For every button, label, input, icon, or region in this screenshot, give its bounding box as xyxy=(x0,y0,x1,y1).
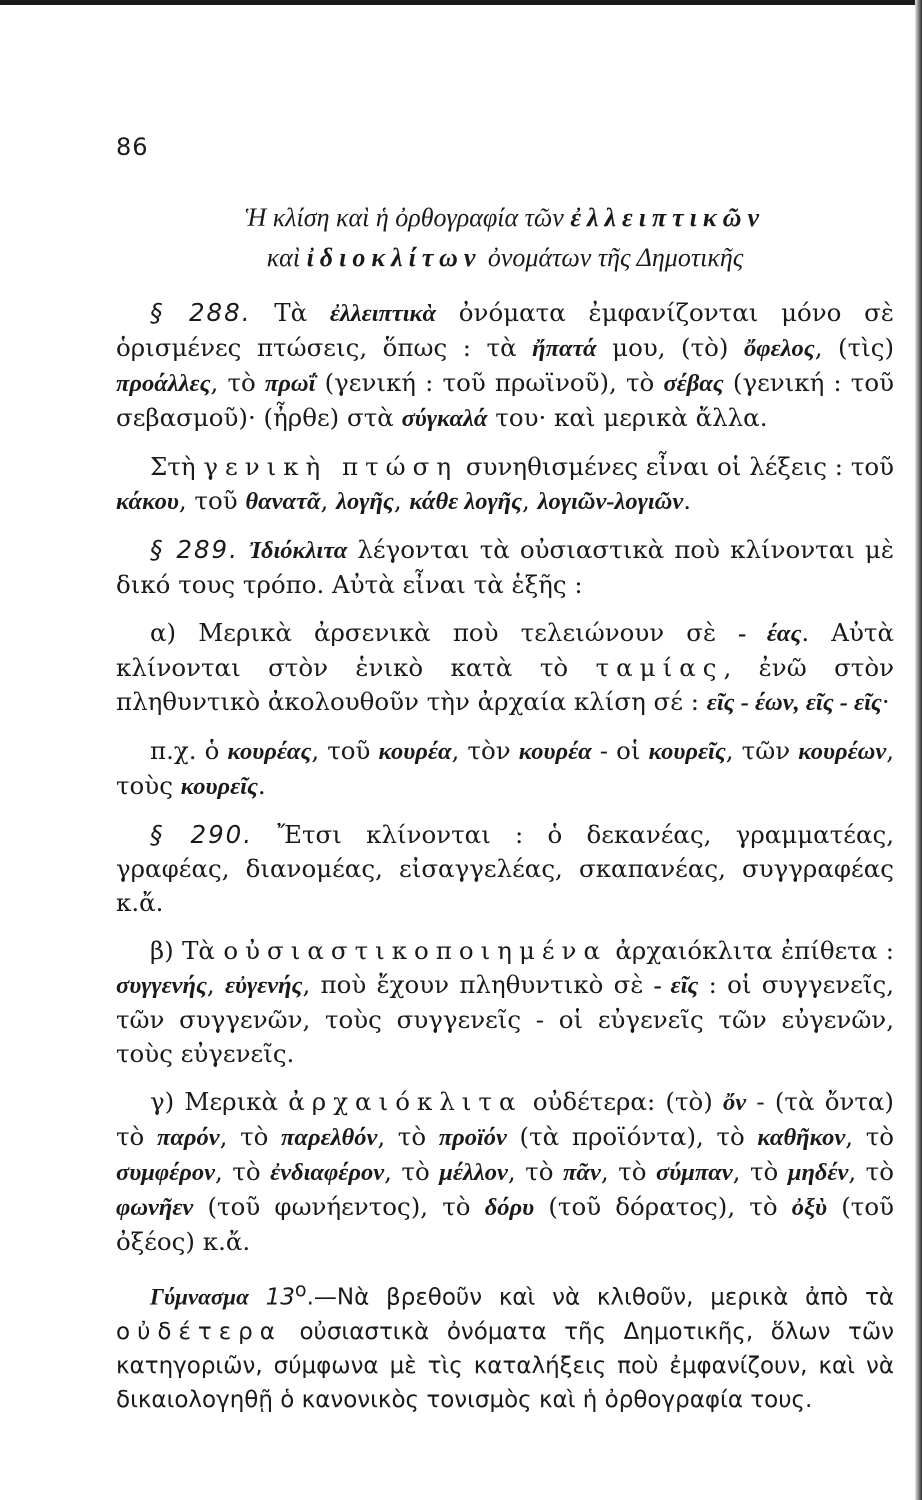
emphasized-word: ἤπατά xyxy=(532,335,597,362)
text-run: Τὰ xyxy=(251,298,330,327)
text-run: (τοῦ δόρατος), τὸ xyxy=(534,1192,792,1221)
emphasized-word: κάκου xyxy=(116,488,179,515)
emphasized-word: ὄν xyxy=(723,1089,747,1116)
heading-line-1-a: Ἡ κλίση καὶ ἡ ὀρθογραφία τῶν xyxy=(244,203,564,232)
text-run: .—Νὰ βρεθοῦν καὶ νὰ κλιθοῦν, μερικὰ ἀπὸ τὰ xyxy=(306,1284,895,1311)
text-run: , ἐνῶ στὸν πληθυντικὸ ἀκολουθοῦν τὴν ἀρχαία κλίση σέ : xyxy=(116,653,894,716)
heading-term-idiokleita: ἰδιοκλίτων xyxy=(306,243,482,272)
emphasized-word: - εῖς xyxy=(653,972,699,999)
section-number-288: § 288. xyxy=(150,298,252,327)
paragraph-288-genitive xyxy=(116,450,894,519)
emphasized-word: πρωΐ xyxy=(264,370,316,397)
emphasized-word: παρελθόν xyxy=(281,1124,378,1151)
text-run: . xyxy=(257,771,266,800)
emphasized-word: λογῆς xyxy=(336,488,394,515)
emphasized-word: κουρεῖς xyxy=(180,773,258,800)
text-run: , τὸ xyxy=(210,368,265,397)
text-run: · xyxy=(881,687,890,716)
text-run: , τὸ xyxy=(214,1157,271,1186)
text-run: : οἱ συγγενεῖς, τῶν συγγενῶν, τοὺς συγγενεῖς - οἱ εὐγενεῖς τῶν εὐγενῶν, τοὺς εὐγενεῖς. xyxy=(116,970,894,1068)
text-run: , xyxy=(393,486,410,515)
text-run: , xyxy=(522,486,538,515)
text-run: λέγονται τὰ οὐσιαστικὰ ποὺ κλίνονται μὲ δικό τους τρόπο. Αὐτὰ εἶναι τὰ ἑξῆς : xyxy=(116,535,894,599)
emphasized-word: - έας xyxy=(738,620,802,647)
emphasized-word: ὄφελος xyxy=(744,335,815,362)
text-run: , τὸ xyxy=(600,1157,656,1186)
heading-line-1 xyxy=(116,198,894,238)
text-run: , τοῦ xyxy=(311,736,379,765)
heading-line-2-c: ὀνομάτων τῆς Δημοτικῆς xyxy=(487,243,744,272)
heading-term-elleiptika: ἐλλειπτικῶν xyxy=(570,203,766,232)
text-run: ὀνόματα ἐμφανίζονται μόνο σὲ ὁρισμένες πτώσεις, ὅπως : τὰ xyxy=(116,298,894,362)
text-run: (τὰ προϊόντα), τὸ xyxy=(506,1122,758,1151)
emphasized-word: φωνῆεν xyxy=(116,1194,194,1221)
spaced-word: οὐσιαστικοποιημένα xyxy=(223,936,608,965)
text-run: του· καὶ μερικὰ ἄλλα. xyxy=(487,403,768,432)
emphasized-word: προάλλες xyxy=(116,370,211,397)
paragraph-290 xyxy=(116,818,894,920)
emphasized-word: κουρέας xyxy=(227,738,312,765)
text-run: . xyxy=(683,486,692,515)
exercise-number: 13 xyxy=(265,1284,295,1311)
text-run: Στὴ xyxy=(150,452,204,481)
paragraph-290-b xyxy=(116,934,894,1071)
emphasized-word: κουρέων xyxy=(798,738,887,765)
emphasized-word: κουρέα xyxy=(378,738,452,765)
paragraph-289 xyxy=(116,533,894,602)
text-run: οὐδέτερα: (τὸ) xyxy=(522,1087,724,1116)
emphasized-word: ἐλλειπτικὰ xyxy=(329,300,437,327)
text-run: , τὸν xyxy=(451,736,519,765)
emphasized-word: καθῆκον xyxy=(757,1124,846,1151)
spaced-word: ταμίας xyxy=(595,653,724,682)
emphasized-word: εὐγενής xyxy=(224,972,303,999)
text-run: , τῶν xyxy=(725,736,799,765)
emphasized-word: θανατᾶ xyxy=(245,488,321,515)
emphasized-word: σέβας xyxy=(663,370,724,397)
emphasized-word: παρόν xyxy=(156,1124,220,1151)
emphasized-word: εῖς - έων, εῖς - εῖς xyxy=(706,689,882,716)
text-run: , xyxy=(320,486,337,515)
heading-line-2 xyxy=(116,238,894,278)
text-run: , τὸ xyxy=(507,1157,564,1186)
scan-edge-right xyxy=(915,0,922,1500)
paragraph-289-a-example xyxy=(116,734,894,804)
page-number: 86 xyxy=(116,133,149,161)
emphasized-word: μέλλον xyxy=(439,1159,508,1186)
text-run: , τὸ xyxy=(848,1157,894,1186)
emphasized-word: κουρεῖς xyxy=(648,738,726,765)
paragraph-289-a xyxy=(116,616,894,720)
exercise-paragraph xyxy=(116,1273,894,1417)
text-run: (γενική : τοῦ πρωϊνοῦ), τὸ xyxy=(315,368,664,397)
text-run: , (τὶς) xyxy=(814,333,895,362)
emphasized-word: σύγκαλά xyxy=(401,405,488,432)
chapter-heading xyxy=(116,198,894,278)
text-run: γ) Μερικὰ xyxy=(150,1087,289,1116)
text-run: π.χ. ὁ xyxy=(150,736,228,765)
text-run: , τοῦ xyxy=(178,486,246,515)
text-run: , τὸ xyxy=(732,1157,788,1186)
book-page xyxy=(116,130,894,1431)
text-run: (γενική : τοῦ σεβασμοῦ)· (ἦρθε) στὰ xyxy=(116,368,895,432)
text-run: Ἔτσι κλίνονται : ὁ δεκανέας, γραμματέας, γραφέας, διανομέας, εἰσαγγελέας, σκαπανέας, συγγραφέας κ.ἄ. xyxy=(116,820,894,917)
emphasized-word: κάθε λογῆς xyxy=(409,488,523,515)
emphasized-word: δόρυ xyxy=(484,1194,535,1221)
text-run xyxy=(239,535,249,564)
text-run: . Αὐτὰ κλίνονται στὸν ἑνικὸ κατὰ τὸ xyxy=(116,618,894,682)
emphasized-word: συμφέρον xyxy=(116,1159,215,1186)
text-run: , ποὺ ἔχουν πληθυντικὸ σὲ xyxy=(302,970,654,999)
exercise-degree: ο xyxy=(294,1278,307,1301)
emphasized-word: λογιῶν-λογιῶν xyxy=(537,488,684,515)
text-run: - οἱ xyxy=(591,736,649,765)
text-run: (τοῦ ὀξέος) κ.ἄ. xyxy=(116,1192,894,1256)
paragraph-290-c xyxy=(116,1085,894,1259)
emphasized-word: σύμπαν xyxy=(656,1159,733,1186)
emphasized-word: ὀξὺ xyxy=(791,1194,828,1221)
text-run: , xyxy=(206,970,225,999)
text-run: συνηθισμένες εἶναι οἱ λέξεις : τοῦ xyxy=(458,452,895,481)
spaced-word: ἀρχαιόκλιτα xyxy=(288,1087,523,1116)
emphasized-word: συγγενής xyxy=(116,972,207,999)
text-run: μου, (τὸ) xyxy=(596,333,744,362)
emphasized-word: Ἰδιόκλιτα xyxy=(249,537,348,564)
spaced-word: γενικὴ πτώση xyxy=(203,452,459,481)
text-run: , τὸ xyxy=(219,1122,282,1151)
exercise-label: Γύμνασμα xyxy=(150,1284,249,1310)
section-number-290: § 290. xyxy=(150,820,254,849)
text-run: α) Μερικὰ ἀρσενικὰ ποὺ τελειώνουν σὲ xyxy=(150,618,739,647)
text-run: , τὸ xyxy=(845,1122,894,1151)
emphasized-word: πᾶν xyxy=(563,1159,601,1186)
emphasized-word: μηδέν xyxy=(787,1159,849,1186)
spaced-word: οὐδέτερα xyxy=(116,1318,282,1345)
emphasized-word: κουρέα xyxy=(518,738,592,765)
emphasized-word: ἐνδιαφέρον xyxy=(270,1159,385,1186)
text-run: οὐσιαστικὰ ὀνόματα τῆς Δημοτικῆς, ὅλων τῶν κατηγοριῶν, σύμφωνα μὲ τὶς καταλήξεις ποὺ ἐμφανίζουν, καὶ νὰ δικαιολογηθῇ ὁ κανονικὸς τονισμὸς καὶ ἡ ὀρθογραφία τους. xyxy=(116,1318,894,1413)
text-run: β) Τὰ xyxy=(150,936,224,965)
text-run: - (τὰ ὄντα) τὸ xyxy=(116,1087,894,1151)
scan-edge-top xyxy=(0,0,922,5)
text-run: ἀρχαιόκλιτα ἐπίθετα : xyxy=(607,936,894,965)
text-run: (τοῦ φωνήεντος), τὸ xyxy=(193,1192,485,1221)
section-number-289: § 289. xyxy=(150,535,239,564)
paragraph-288 xyxy=(116,296,894,436)
text-run: , τὸ xyxy=(377,1122,439,1151)
emphasized-word: προϊόν xyxy=(438,1124,507,1151)
text-run: , τὸ xyxy=(384,1157,440,1186)
heading-line-2-a: καὶ xyxy=(266,243,301,272)
text-run: , τοὺς xyxy=(116,736,895,800)
